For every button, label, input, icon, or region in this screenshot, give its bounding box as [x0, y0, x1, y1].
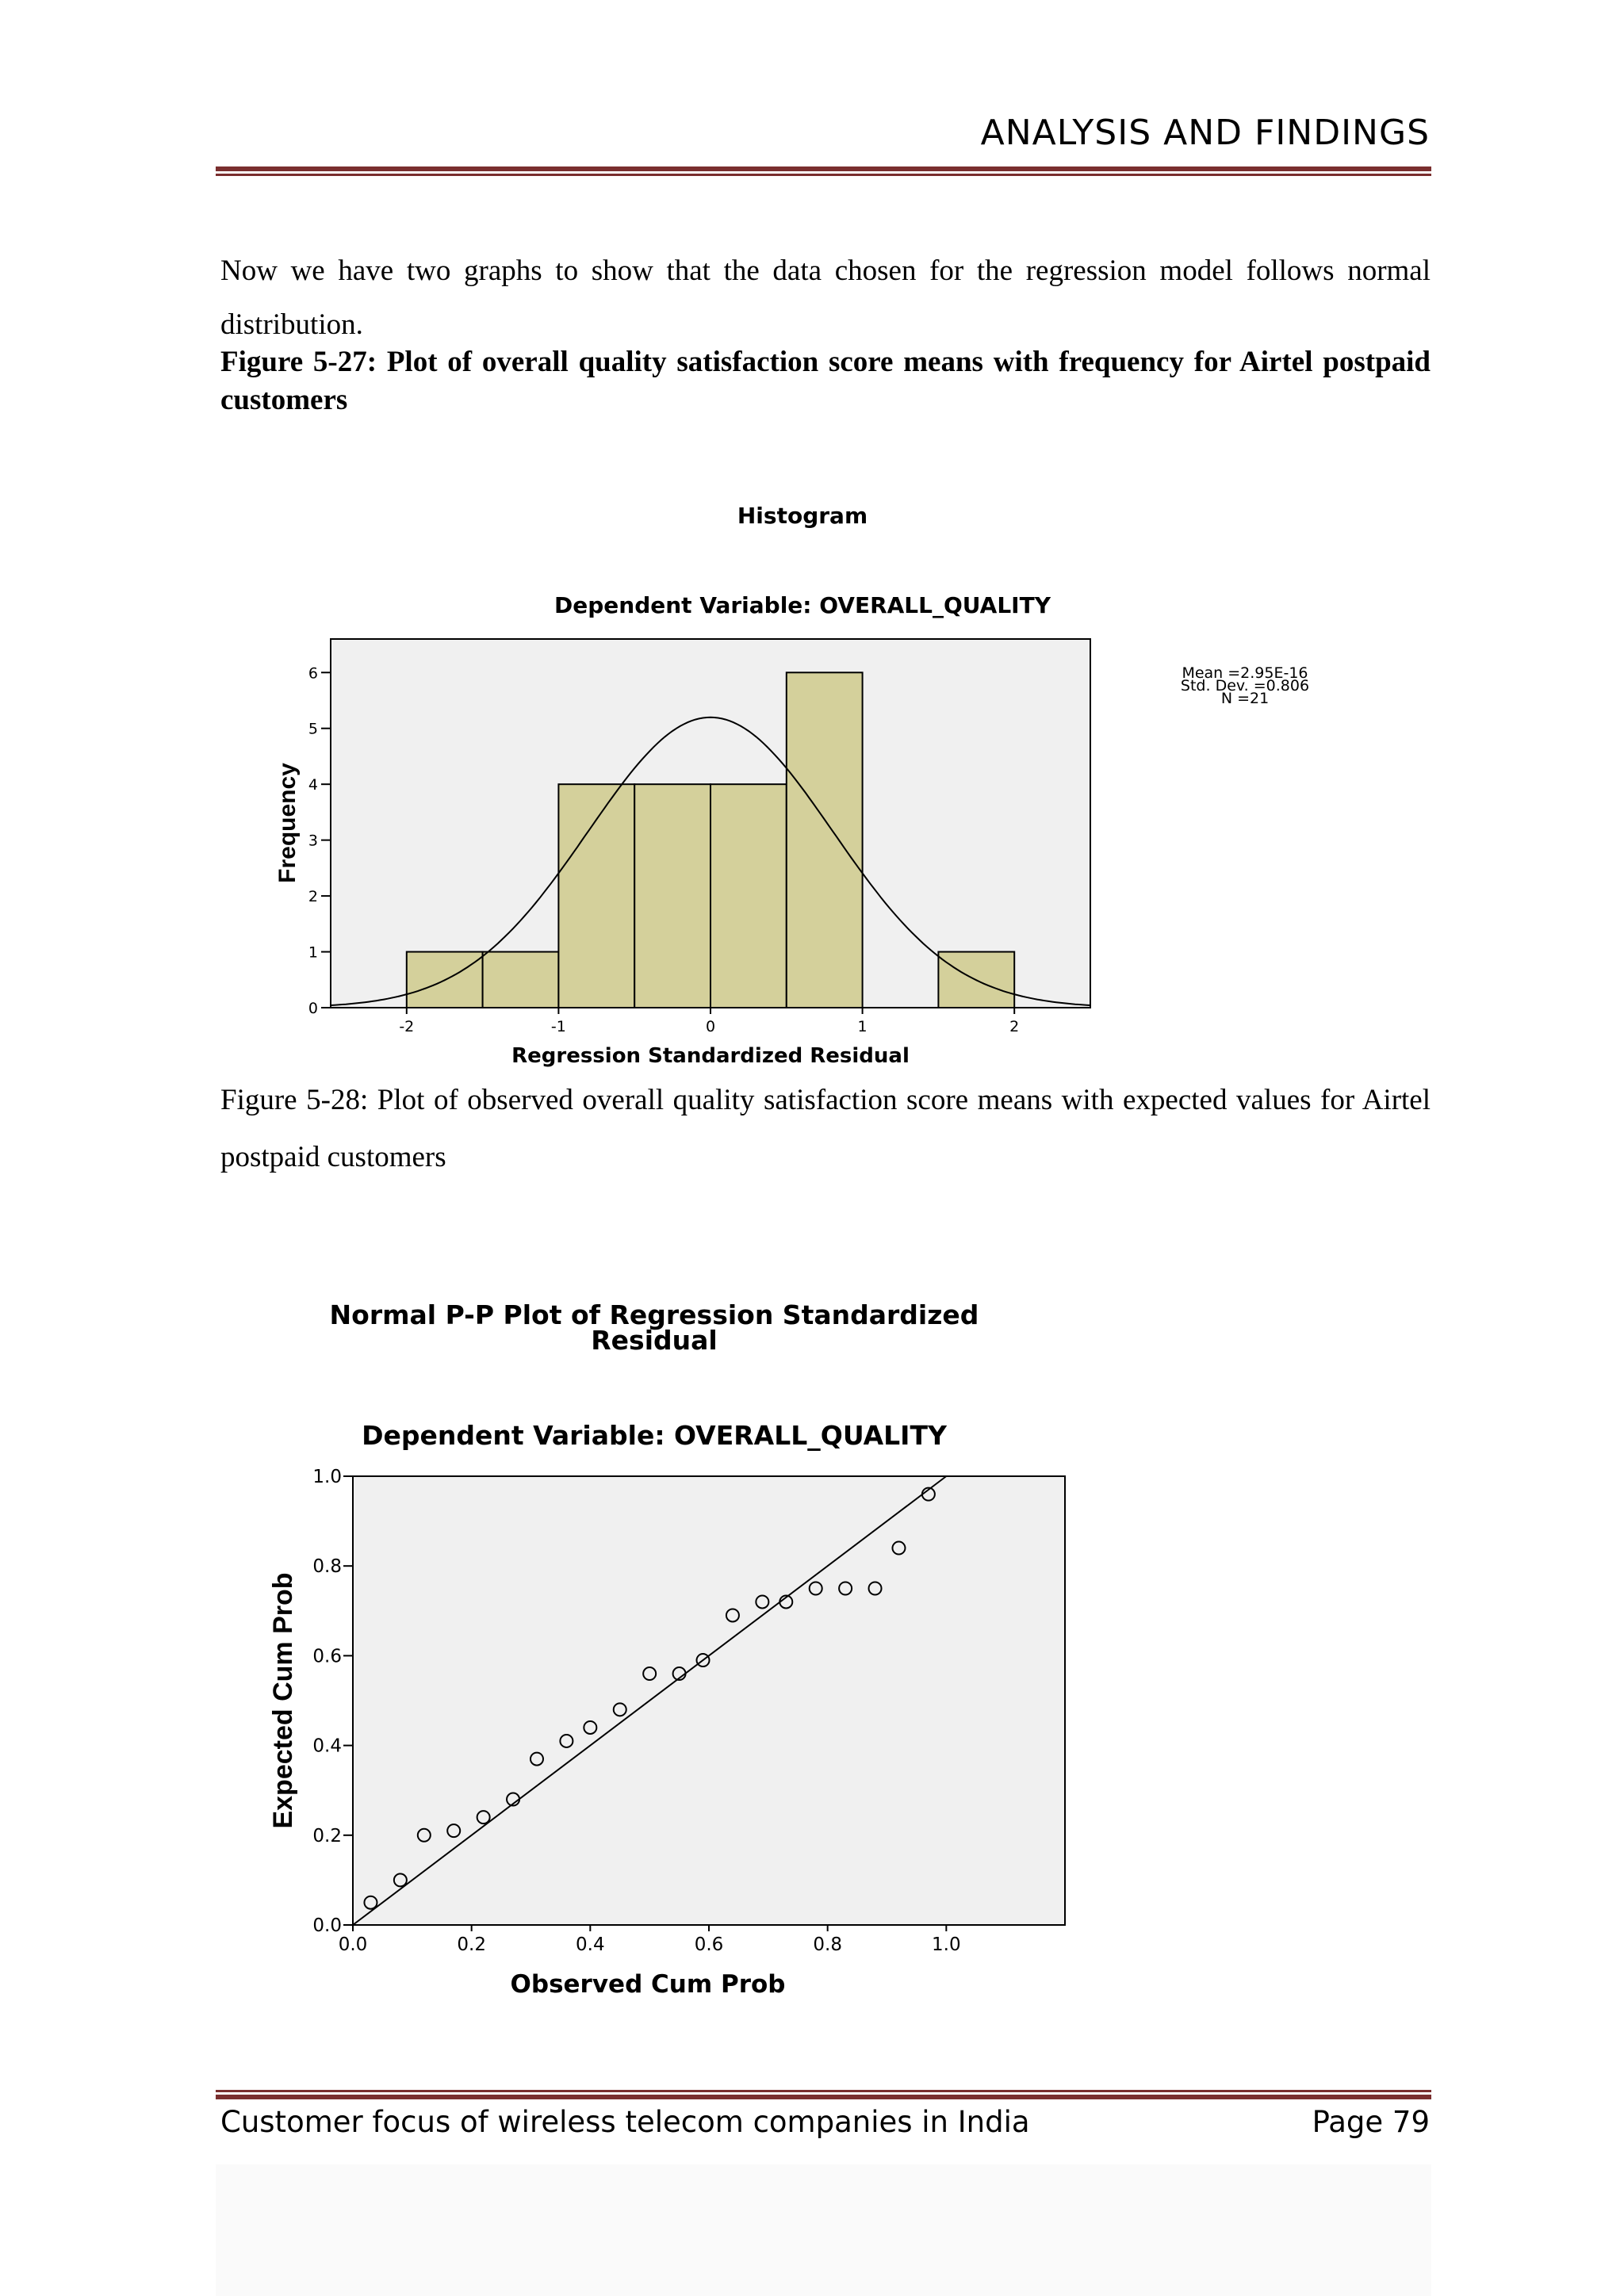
pp-x-tick-label-0.0: 0.0: [338, 1934, 368, 1955]
pp-x-tick-label-0.4: 0.4: [576, 1934, 605, 1955]
histogram-y-tick-label-6: 6: [308, 664, 318, 683]
pp-plot-area: [353, 1476, 1065, 1925]
header-rule: [216, 166, 1431, 171]
histogram-bar-1: [483, 952, 559, 1008]
pp-x-tick-label-0.2: 0.2: [457, 1934, 486, 1955]
pp-y-tick-label-0.6: 0.6: [312, 1646, 342, 1667]
footer-document-title: Customer focus of wireless telecom companies in India: [220, 2105, 1030, 2139]
histogram-x-tick-label-1: 1: [857, 1018, 868, 1035]
footer-page-number: Page 79: [1312, 2105, 1430, 2139]
footer-rule: [216, 2095, 1431, 2099]
pp-plot-subtitle: Dependent Variable: OVERALL_QUALITY: [362, 1420, 947, 1451]
histogram-y-tick-label-2: 2: [308, 888, 318, 906]
histogram-x-tick-label--2: -2: [399, 1018, 415, 1035]
pp-plot-title-line1: Normal P-P Plot of Regression Standardized: [329, 1299, 979, 1330]
stats-n: N =21: [1220, 690, 1270, 707]
histogram-bar-4: [710, 784, 787, 1008]
intro-paragraph: Now we have two graphs to show that the data chosen for the regression model follows normal distribution.: [220, 254, 1431, 341]
histogram-subtitle: Dependent Variable: OVERALL_QUALITY: [554, 592, 1051, 618]
histogram-y-tick-label-1: 1: [308, 943, 318, 962]
page-bottom-margin: [216, 2164, 1431, 2296]
histogram-title: Histogram: [737, 503, 868, 529]
pp-plot-chart: [0, 1284, 1624, 2014]
figure-5-28-caption: Figure 5-28: Plot of observed overall quality satisfaction score means with expected values for Airtel postpaid customers: [220, 1084, 1431, 1173]
pp-x-tick-label-0.6: 0.6: [694, 1934, 724, 1955]
pp-y-axis-label: Expected Cum Prob: [268, 1572, 298, 1829]
histogram-bar-3: [634, 784, 710, 1008]
page-header-title: ANALYSIS AND FINDINGS: [980, 113, 1430, 153]
pp-y-tick-label-0.8: 0.8: [312, 1556, 342, 1578]
header-rule-secondary: [216, 174, 1431, 176]
histogram-x-axis-label: Regression Standardized Residual: [511, 1044, 910, 1068]
histogram-x-tick-label-0: 0: [705, 1018, 716, 1035]
histogram-y-tick-label-5: 5: [308, 720, 318, 738]
pp-y-tick-label-0.0: 0.0: [312, 1915, 342, 1936]
figure-5-27-caption: Figure 5-27: Plot of overall quality satisfaction score means with frequency for Airtel postpaid customers: [220, 346, 1431, 416]
pp-x-tick-label-1.0: 1.0: [932, 1934, 961, 1955]
pp-x-axis-label: Observed Cum Prob: [510, 1970, 786, 1999]
histogram-x-tick-label-2: 2: [1009, 1018, 1020, 1035]
histogram-bar-2: [558, 784, 634, 1008]
histogram-x-tick-label--1: -1: [550, 1018, 566, 1035]
pp-plot-title-line2: Residual: [591, 1325, 718, 1356]
histogram-chart: [0, 476, 1624, 1078]
histogram-y-tick-label-3: 3: [308, 832, 318, 850]
footer-rule-secondary: [216, 2090, 1431, 2092]
pp-y-tick-label-0.4: 0.4: [312, 1735, 342, 1757]
stats-std-dev: Std. Dev. =0.806: [1180, 677, 1310, 695]
pp-x-tick-label-0.8: 0.8: [813, 1934, 842, 1955]
histogram-y-axis-label: Frequency: [274, 763, 301, 883]
histogram-bar-5: [787, 672, 863, 1008]
pp-y-tick-label-0.2: 0.2: [312, 1825, 342, 1846]
histogram-y-tick-label-4: 4: [308, 776, 318, 794]
pp-y-tick-label-1.0: 1.0: [312, 1467, 342, 1487]
stats-mean: Mean =2.95E-16: [1182, 664, 1308, 682]
histogram-y-tick-label-0: 0: [308, 1000, 318, 1017]
